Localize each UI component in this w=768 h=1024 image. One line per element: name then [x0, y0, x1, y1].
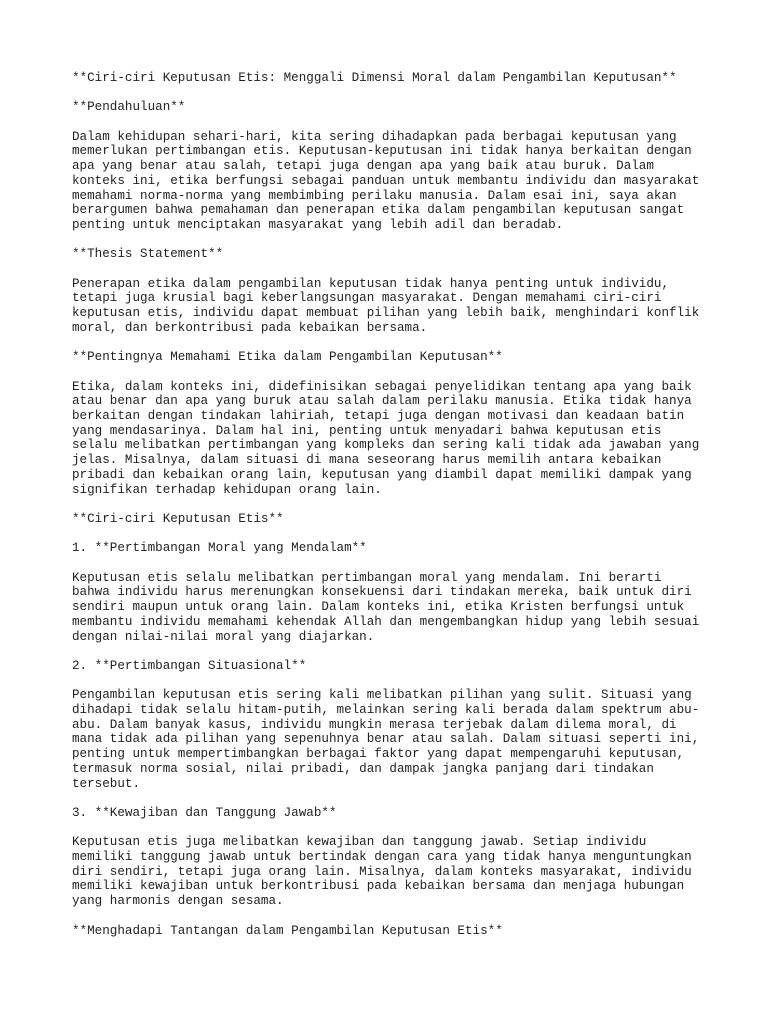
- document-title: **Ciri-ciri Keputusan Etis: Menggali Dimensi Moral dalam Pengambilan Keputusan**: [72, 71, 677, 85]
- thesis-paragraph: Penerapan etika dalam pengambilan keputusan tidak hanya penting untuk individu, tetapi juga krusial bagi keberlangsungan masyarakat. Dengan memahami ciri-ciri keputusan etis, individu dapat membuat pilihan yang lebih baik, menghindari konflik moral, dan berkontribusi pada kebaikan bersama.: [72, 276, 700, 335]
- thesis-heading: **Thesis Statement**: [72, 247, 224, 262]
- intro-paragraph: Dalam kehidupan sehari-hari, kita sering dihadapkan pada berbagai keputusan yang memerlukan pertimbangan etis. Keputusan-keputusan ini tidak hanya berkaitan dengan apa yang benar atau salah, tetapi juga dengan apa yang baik atau buruk. Dalam konteks ini, etika berfungsi sebagai panduan untuk membantu individu dan masyarakat memahami norma-norma yang membimbing perilaku manusia. Dalam esai ini, saya akan berargumen bahwa pemahaman dan penerapan etika dalam pengambilan keputusan sangat penting untuk menciptakan masyarakat yang lebih adil dan beradab.: [72, 129, 700, 232]
- characteristics-heading: **Ciri-ciri Keputusan Etis**: [72, 511, 284, 526]
- item-paragraph-2: Pengambilan keputusan etis sering kali melibatkan pilihan yang sulit. Situasi yang dihadapi tidak selalu hitam-putih, melainkan sering kali berada dalam spektrum abu- abu. Dalam banyak kasus, individu mungkin merasa terjebak dalam dilema moral, di mana tidak ada pilihan yang sepenuhnya benar atau salah. Dalam situasi seperti ini, penting untuk mempertimbangkan berbagai faktor yang dapat mempengaruhi keputusan, termasuk norma sosial, nilai pribadi, dan dampak jangka panjang dari tindakan tersebut.: [72, 688, 700, 791]
- item-paragraph-1: Keputusan etis selalu melibatkan pertimbangan moral yang mendalam. Ini berarti bahwa individu harus merenungkan konsekuensi dari tindakan mereka, baik untuk diri sendiri maupun untuk orang lain. Dalam konteks ini, etika Kristen berfungsi untuk membantu individu memahami kehendak Allah dan mengembangkan hidup yang lebih sesuai dengan nilai-nilai moral yang diajarkan.: [72, 570, 700, 644]
- challenges-heading: **Menghadapi Tantangan dalam Pengambilan Keputusan Etis**: [72, 923, 503, 938]
- item-heading-1: 1. **Pertimbangan Moral yang Mendalam**: [72, 541, 367, 556]
- importance-paragraph: Etika, dalam konteks ini, didefinisikan sebagai penyelidikan tentang apa yang baik atau benar dan apa yang buruk atau salah dalam perilaku manusia. Etika tidak hanya berkaitan dengan tindakan lahiriah, tetapi juga dengan motivasi dan keadaan batin yang mendasarinya. Dalam hal ini, penting untuk menyadari bahwa keputusan etis selalu melibatkan pertimbangan yang kompleks dan sering kali tidak ada jawaban yang jelas. Misalnya, dalam situasi di mana seseorang harus memilih antara kebaikan pribadi dan kebaikan orang lain, keputusan yang diambil dapat memiliki dampak yang signifikan terhadap kehidupan orang lain.: [72, 379, 700, 497]
- item-paragraph-3: Keputusan etis juga melibatkan kewajiban dan tanggung jawab. Setiap individu memiliki tanggung jawab untuk bertindak dengan cara yang tidak hanya menguntungkan diri sendiri, tetapi juga orang lain. Misalnya, dalam konteks masyarakat, individu memiliki kewajiban untuk berkontribusi pada kebaikan bersama dan menjaga hubungan yang harmonis dengan sesama.: [72, 835, 692, 909]
- importance-heading: **Pentingnya Memahami Etika dalam Pengambilan Keputusan**: [72, 350, 503, 365]
- intro-heading: **Pendahuluan**: [72, 100, 186, 115]
- item-heading-3: 3. **Kewajiban dan Tanggung Jawab**: [72, 805, 337, 820]
- item-heading-2: 2. **Pertimbangan Situasional**: [72, 658, 307, 673]
